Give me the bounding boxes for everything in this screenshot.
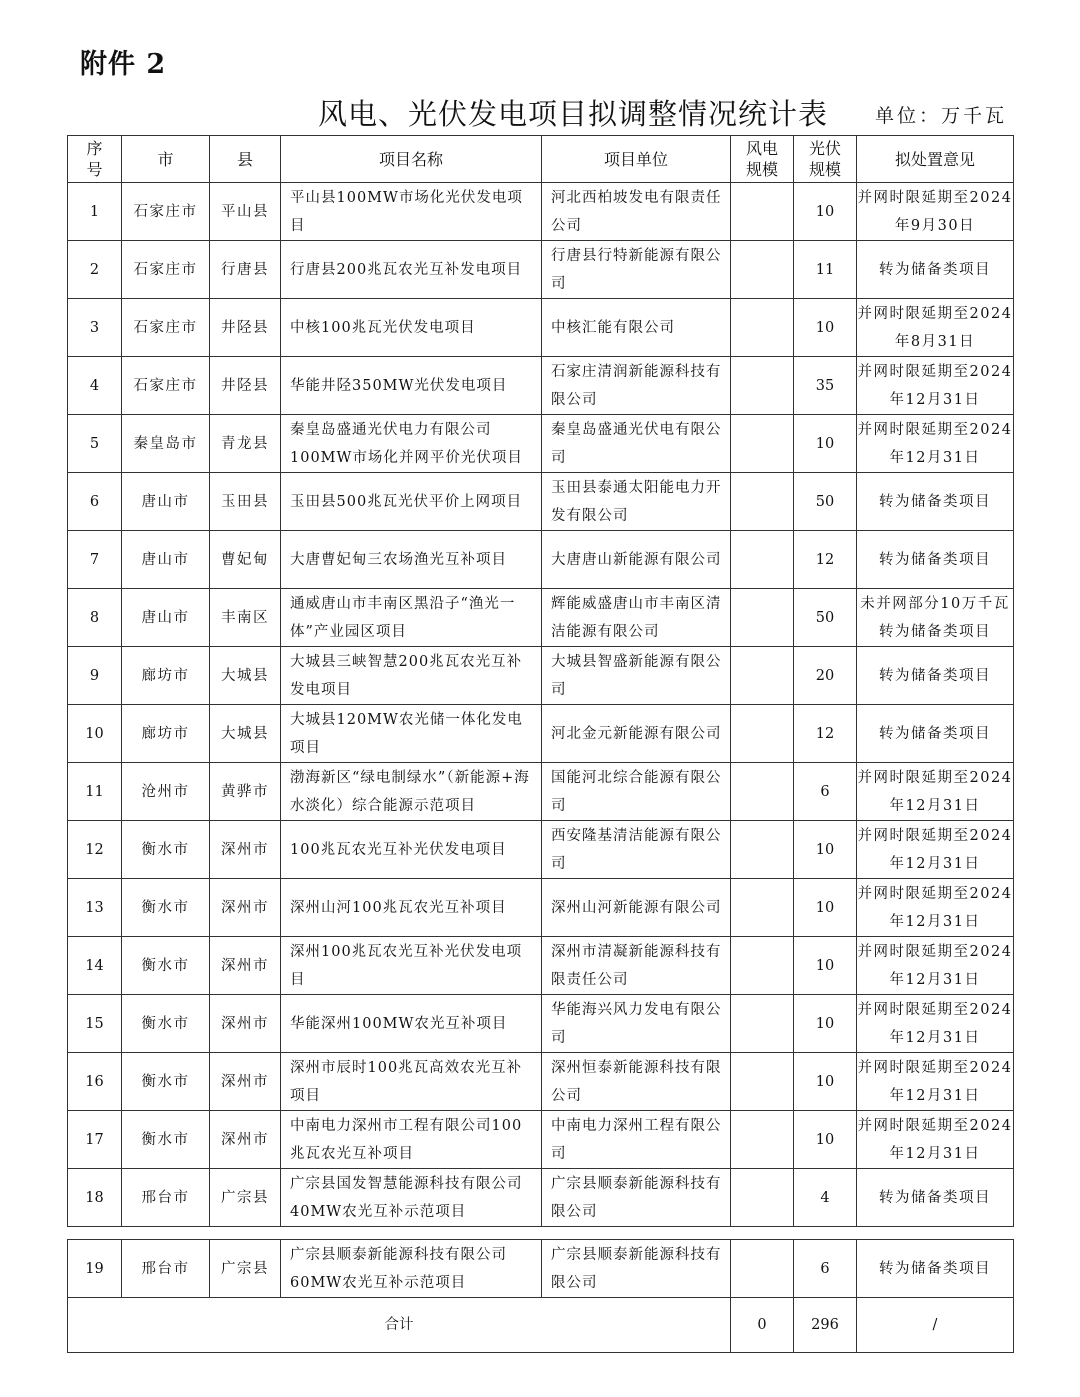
- cell-opinion: 并网时限延期至2024年12月31日: [857, 415, 1014, 473]
- cell-wind: [731, 183, 794, 241]
- cell-wind: [731, 763, 794, 821]
- cell-wind: [731, 995, 794, 1053]
- cell-opinion: 转为储备类项目: [857, 647, 1014, 705]
- unit-label: 单位：万千瓦: [875, 105, 1008, 127]
- cell-opinion: 并网时限延期至2024年9月30日: [857, 183, 1014, 241]
- cell-county: 深州市: [210, 937, 281, 995]
- cell-seq: 8: [68, 589, 122, 647]
- table-row: [68, 473, 1014, 531]
- cell-wind: [731, 879, 794, 937]
- cell-seq: 5: [68, 415, 122, 473]
- header-city: 市: [122, 136, 210, 183]
- projects-table-continued: [67, 1239, 1014, 1353]
- cell-company: 河北金元新能源有限公司: [542, 705, 731, 763]
- cell-seq: 15: [68, 995, 122, 1053]
- cell-project: 秦皇岛盛通光伏电力有限公司100MW市场化并网平价光伏项目: [281, 415, 542, 473]
- cell-county: 深州市: [210, 821, 281, 879]
- cell-project: 深州市辰时100兆瓦高效农光互补项目: [281, 1053, 542, 1111]
- cell-wind: [731, 1053, 794, 1111]
- cell-county: 深州市: [210, 1053, 281, 1111]
- table-row: [68, 183, 1014, 241]
- cell-city: 衡水市: [122, 879, 210, 937]
- cell-project: 中核100兆瓦光伏发电项目: [281, 299, 542, 357]
- cell-city: 衡水市: [122, 995, 210, 1053]
- cell-seq: 11: [68, 763, 122, 821]
- cell-project: 深州100兆瓦农光互补光伏发电项目: [281, 937, 542, 995]
- cell-seq: 3: [68, 299, 122, 357]
- cell-opinion: 并网时限延期至2024年12月31日: [857, 357, 1014, 415]
- cell-seq: 1: [68, 183, 122, 241]
- cell-company: 西安隆基清洁能源有限公司: [542, 821, 731, 879]
- cell-county: 玉田县: [210, 473, 281, 531]
- cell-county: 井陉县: [210, 357, 281, 415]
- cell-seq: 13: [68, 879, 122, 937]
- total-row: [68, 1298, 1014, 1353]
- cell-solar: 10: [794, 937, 857, 995]
- cell-city: 唐山市: [122, 473, 210, 531]
- header-solar: 光伏规模: [794, 136, 857, 183]
- cell-company: 大唐唐山新能源有限公司: [542, 531, 731, 589]
- cell-seq: 12: [68, 821, 122, 879]
- cell-company: 深州山河新能源有限公司: [542, 879, 731, 937]
- cell-seq: 2: [68, 241, 122, 299]
- cell-city: 秦皇岛市: [122, 415, 210, 473]
- cell-project: 平山县100MW市场化光伏发电项目: [281, 183, 542, 241]
- cell-county: 深州市: [210, 1111, 281, 1169]
- total-wind: 0: [731, 1298, 794, 1353]
- cell-wind: [731, 473, 794, 531]
- cell-solar: 50: [794, 589, 857, 647]
- cell-wind: [731, 299, 794, 357]
- cell-county: 井陉县: [210, 299, 281, 357]
- table-row: [68, 647, 1014, 705]
- cell-city: 廊坊市: [122, 705, 210, 763]
- cell-opinion: 转为储备类项目: [857, 1240, 1014, 1298]
- cell-wind: [731, 241, 794, 299]
- table-row: [68, 357, 1014, 415]
- cell-solar: 20: [794, 647, 857, 705]
- cell-opinion: 并网时限延期至2024年8月31日: [857, 299, 1014, 357]
- cell-company: 石家庄清润新能源科技有限公司: [542, 357, 731, 415]
- cell-opinion: 转为储备类项目: [857, 705, 1014, 763]
- cell-opinion: 转为储备类项目: [857, 1169, 1014, 1227]
- cell-county: 行唐县: [210, 241, 281, 299]
- cell-wind: [731, 357, 794, 415]
- header-seq: 序号: [68, 136, 122, 183]
- cell-seq: 4: [68, 357, 122, 415]
- cell-seq: 16: [68, 1053, 122, 1111]
- cell-county: 广宗县: [210, 1240, 281, 1298]
- cell-opinion: 并网时限延期至2024年12月31日: [857, 1111, 1014, 1169]
- cell-solar: 12: [794, 531, 857, 589]
- cell-solar: 10: [794, 995, 857, 1053]
- attachment-label: 附件 2: [80, 49, 167, 80]
- table-row: [68, 1053, 1014, 1111]
- header-wind: 风电规模: [731, 136, 794, 183]
- cell-city: 邢台市: [122, 1240, 210, 1298]
- cell-county: 青龙县: [210, 415, 281, 473]
- cell-solar: 6: [794, 763, 857, 821]
- table-row: [68, 589, 1014, 647]
- cell-opinion: 并网时限延期至2024年12月31日: [857, 937, 1014, 995]
- table-header-row: [68, 136, 1014, 183]
- cell-company: 河北西柏坡发电有限责任公司: [542, 183, 731, 241]
- cell-project: 通威唐山市丰南区黑沿子“渔光一体”产业园区项目: [281, 589, 542, 647]
- header-company: 项目单位: [542, 136, 731, 183]
- cell-company: 中核汇能有限公司: [542, 299, 731, 357]
- cell-company: 广宗县顺泰新能源科技有限公司: [542, 1240, 731, 1298]
- cell-project: 深州山河100兆瓦农光互补项目: [281, 879, 542, 937]
- cell-seq: 18: [68, 1169, 122, 1227]
- cell-solar: 10: [794, 1111, 857, 1169]
- cell-solar: 10: [794, 1053, 857, 1111]
- cell-city: 衡水市: [122, 1053, 210, 1111]
- cell-solar: 11: [794, 241, 857, 299]
- cell-project: 行唐县200兆瓦农光互补发电项目: [281, 241, 542, 299]
- cell-opinion: 并网时限延期至2024年12月31日: [857, 763, 1014, 821]
- cell-city: 廊坊市: [122, 647, 210, 705]
- cell-solar: 4: [794, 1169, 857, 1227]
- cell-wind: [731, 821, 794, 879]
- cell-wind: [731, 705, 794, 763]
- total-opinion: /: [857, 1298, 1014, 1353]
- header-county: 县: [210, 136, 281, 183]
- table-row: [68, 1240, 1014, 1298]
- cell-solar: 10: [794, 183, 857, 241]
- cell-project: 玉田县500兆瓦光伏平价上网项目: [281, 473, 542, 531]
- cell-solar: 35: [794, 357, 857, 415]
- cell-company: 辉能威盛唐山市丰南区清洁能源有限公司: [542, 589, 731, 647]
- cell-solar: 10: [794, 299, 857, 357]
- cell-seq: 17: [68, 1111, 122, 1169]
- cell-opinion: 并网时限延期至2024年12月31日: [857, 1053, 1014, 1111]
- cell-company: 华能海兴风力发电有限公司: [542, 995, 731, 1053]
- projects-table: [67, 135, 1014, 1227]
- cell-project: 中南电力深州市工程有限公司100兆瓦农光互补项目: [281, 1111, 542, 1169]
- table-row: [68, 879, 1014, 937]
- cell-opinion: 转为储备类项目: [857, 531, 1014, 589]
- table-row: [68, 531, 1014, 589]
- cell-project: 广宗县国发智慧能源科技有限公司40MW农光互补示范项目: [281, 1169, 542, 1227]
- cell-company: 中南电力深州工程有限公司: [542, 1111, 731, 1169]
- cell-solar: 12: [794, 705, 857, 763]
- cell-opinion: 转为储备类项目: [857, 241, 1014, 299]
- cell-company: 深州恒泰新能源科技有限公司: [542, 1053, 731, 1111]
- cell-project: 大城县三峡智慧200兆瓦农光互补发电项目: [281, 647, 542, 705]
- cell-opinion: 并网时限延期至2024年12月31日: [857, 821, 1014, 879]
- cell-wind: [731, 1169, 794, 1227]
- cell-project: 华能井陉350MW光伏发电项目: [281, 357, 542, 415]
- cell-wind: [731, 531, 794, 589]
- table-row: [68, 415, 1014, 473]
- table-row: [68, 241, 1014, 299]
- cell-county: 黄骅市: [210, 763, 281, 821]
- cell-project: 大唐曹妃甸三农场渔光互补项目: [281, 531, 542, 589]
- cell-wind: [731, 1240, 794, 1298]
- cell-company: 玉田县泰通太阳能电力开发有限公司: [542, 473, 731, 531]
- cell-solar: 10: [794, 821, 857, 879]
- table-row: [68, 299, 1014, 357]
- table-row: [68, 1111, 1014, 1169]
- cell-project: 华能深州100MW农光互补项目: [281, 995, 542, 1053]
- cell-seq: 9: [68, 647, 122, 705]
- cell-seq: 14: [68, 937, 122, 995]
- total-solar: 296: [794, 1298, 857, 1353]
- cell-wind: [731, 589, 794, 647]
- cell-opinion: 转为储备类项目: [857, 473, 1014, 531]
- cell-city: 衡水市: [122, 821, 210, 879]
- cell-city: 邢台市: [122, 1169, 210, 1227]
- cell-county: 曹妃甸: [210, 531, 281, 589]
- cell-company: 国能河北综合能源有限公司: [542, 763, 731, 821]
- cell-county: 大城县: [210, 705, 281, 763]
- cell-opinion: 并网时限延期至2024年12月31日: [857, 879, 1014, 937]
- cell-county: 广宗县: [210, 1169, 281, 1227]
- cell-solar: 50: [794, 473, 857, 531]
- cell-county: 深州市: [210, 995, 281, 1053]
- cell-city: 唐山市: [122, 531, 210, 589]
- table-row: [68, 937, 1014, 995]
- cell-city: 衡水市: [122, 937, 210, 995]
- table-row: [68, 705, 1014, 763]
- cell-county: 大城县: [210, 647, 281, 705]
- cell-seq: 10: [68, 705, 122, 763]
- cell-wind: [731, 415, 794, 473]
- cell-city: 石家庄市: [122, 183, 210, 241]
- cell-city: 石家庄市: [122, 241, 210, 299]
- cell-city: 唐山市: [122, 589, 210, 647]
- page-title: 风电、光伏发电项目拟调整情况统计表: [318, 97, 829, 131]
- cell-company: 广宗县顺泰新能源科技有限公司: [542, 1169, 731, 1227]
- table-row: [68, 995, 1014, 1053]
- header-project: 项目名称: [281, 136, 542, 183]
- cell-city: 石家庄市: [122, 299, 210, 357]
- cell-opinion: 并网时限延期至2024年12月31日: [857, 995, 1014, 1053]
- cell-city: 衡水市: [122, 1111, 210, 1169]
- cell-county: 平山县: [210, 183, 281, 241]
- cell-wind: [731, 937, 794, 995]
- table-row: [68, 821, 1014, 879]
- header-opinion: 拟处置意见: [857, 136, 1014, 183]
- cell-county: 丰南区: [210, 589, 281, 647]
- cell-company: 秦皇岛盛通光伏电有限公司: [542, 415, 731, 473]
- cell-wind: [731, 1111, 794, 1169]
- cell-company: 大城县智盛新能源有限公司: [542, 647, 731, 705]
- table-row: [68, 1169, 1014, 1227]
- cell-solar: 6: [794, 1240, 857, 1298]
- cell-county: 深州市: [210, 879, 281, 937]
- cell-company: 行唐县行特新能源有限公司: [542, 241, 731, 299]
- cell-city: 石家庄市: [122, 357, 210, 415]
- cell-seq: 6: [68, 473, 122, 531]
- table-row: [68, 763, 1014, 821]
- cell-opinion: 未并网部分10万千瓦转为储备类项目: [857, 589, 1014, 647]
- cell-project: 100兆瓦农光互补光伏发电项目: [281, 821, 542, 879]
- cell-wind: [731, 647, 794, 705]
- cell-project: 渤海新区“绿电制绿水”（新能源+海水淡化）综合能源示范项目: [281, 763, 542, 821]
- cell-solar: 10: [794, 415, 857, 473]
- cell-company: 深州市清凝新能源科技有限责任公司: [542, 937, 731, 995]
- cell-seq: 19: [68, 1240, 122, 1298]
- cell-solar: 10: [794, 879, 857, 937]
- cell-seq: 7: [68, 531, 122, 589]
- cell-project: 大城县120MW农光储一体化发电项目: [281, 705, 542, 763]
- cell-city: 沧州市: [122, 763, 210, 821]
- cell-project: 广宗县顺泰新能源科技有限公司60MW农光互补示范项目: [281, 1240, 542, 1298]
- total-label: 合计: [68, 1298, 731, 1353]
